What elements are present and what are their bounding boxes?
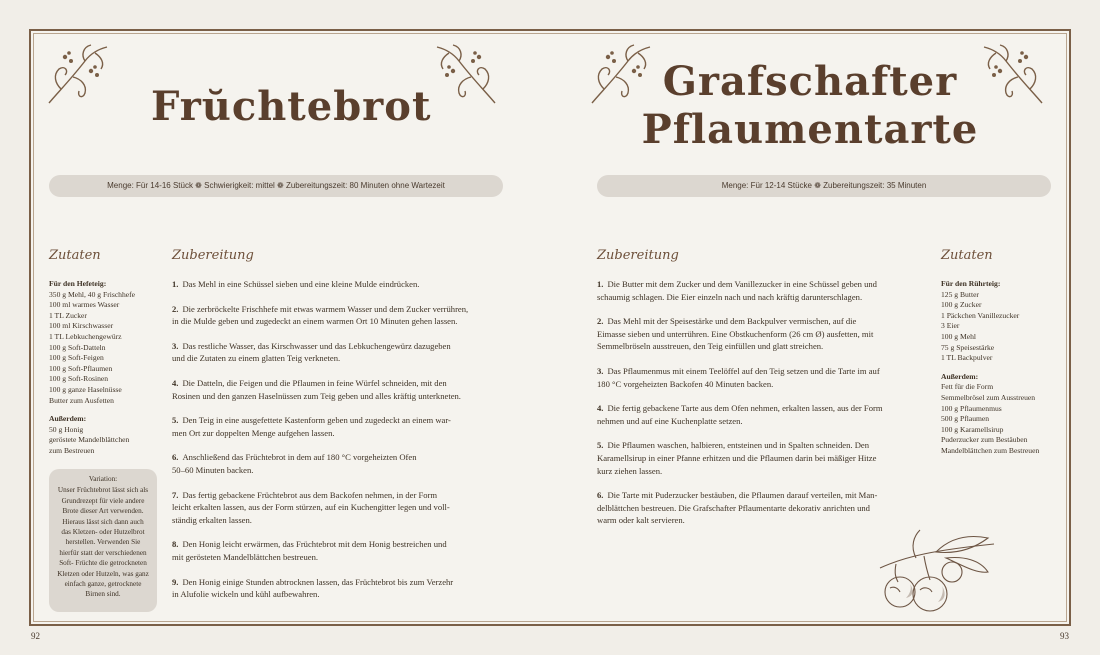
step-number: 7.	[172, 489, 179, 500]
step-line: 6. Die Tarte mit Puderzucker bestäuben, die Pflaumen darauf verteilen, mit Man-	[597, 490, 878, 501]
step-line: Karamellsirup in einer Pfanne erhitzen und die Pflaumen darin bei mäßiger Hitze	[597, 452, 877, 463]
step-number: 1.	[597, 279, 604, 289]
list-line: 3 Eier	[941, 321, 960, 331]
list-line: 1 TL Backpulver	[941, 353, 993, 363]
preparation-step	[172, 278, 507, 291]
preparation-step	[172, 576, 507, 601]
step-number: 2.	[597, 316, 604, 327]
step-number: 6.	[172, 452, 179, 463]
step-number: 2.	[172, 303, 179, 314]
list-line: 125 g Butter	[941, 289, 979, 299]
preparation-step	[172, 451, 507, 476]
step-line: ständig erkalten lassen.	[172, 514, 252, 525]
list-line: das Kletzen- oder Hutzelbrot	[61, 528, 145, 537]
step-line: in Alufolie wickeln und kühl aufbewahren.	[172, 589, 320, 600]
list-line: Hieraus lässt sich dann auch	[62, 517, 144, 526]
ingredient-group	[49, 425, 167, 457]
preparation-step	[597, 278, 932, 303]
preparation-step	[172, 489, 507, 527]
right-page	[550, 31, 1069, 641]
ingredient-group-title: Außerdem:	[49, 414, 87, 424]
step-number: 1.	[172, 279, 179, 289]
recipe-title	[640, 58, 980, 153]
list-line: 1 Päckchen Vanillezucker	[941, 310, 1020, 320]
step-line: delblättchen bestreuen. Die Grafschafter Pflaumentarte dekorativ anrichten und	[597, 502, 870, 513]
preparation-step	[597, 365, 932, 390]
list-line: 75 g Speisestärke	[941, 342, 995, 352]
step-line: nehmen und auf eine Kuchenplatte setzen.	[597, 415, 743, 426]
variation-title: Variation:	[88, 475, 118, 483]
left-page	[31, 31, 550, 641]
step-number: 4.	[597, 403, 604, 414]
step-line: 4. Die fertig gebackene Tarte aus dem Ofen nehmen, erkalten lassen, aus der Form	[597, 403, 883, 414]
step-line: 6. Anschließend das Früchtebrot in dem auf 180 °C vorgeheizten Ofen	[172, 452, 417, 463]
page-number: 93	[1060, 631, 1069, 641]
list-line: Brote dieser Art verwenden.	[62, 507, 144, 516]
step-line: und die Zutaten zu einem glatten Teig verkneten.	[172, 353, 341, 364]
list-line: Mandelblättchen zum Bestreuen	[941, 445, 1040, 455]
list-line: Birnen sind.	[85, 590, 121, 599]
step-line: leicht erkalten lassen, aus der Form stürzen, auf ein Kuchengitter legen und voll-	[172, 502, 450, 513]
list-line: 350 g Mehl, 40 g Frischhefe	[49, 289, 136, 299]
floral-ornament-icon	[978, 39, 1050, 111]
step-line: 1. Die Butter mit dem Zucker und dem Vanillezucker in eine Schüssel geben und	[597, 279, 877, 289]
step-line: 3. Das Pflaumenmus mit einem Teelöffel auf den Teig setzen und die Tarte im auf	[597, 365, 880, 376]
list-line: 100 ml Kirschwasser	[49, 321, 114, 331]
page-number: 92	[31, 631, 40, 641]
recipe-title-line2: Pflaumentarte	[641, 106, 979, 153]
step-line: 8. Den Honig leicht erwärmen, das Früchtebrot mit dem Honig bestreichen und	[172, 539, 447, 550]
step-number: 4.	[172, 377, 179, 388]
step-number: 9.	[172, 576, 179, 587]
list-line: 100 g ganze Haselnüsse	[49, 384, 122, 394]
ingredient-group	[941, 382, 1059, 456]
ingredient-group-title: Für den Rührteig:	[941, 279, 1001, 288]
preparation-step	[597, 489, 932, 527]
list-line: 100 g Karamellsirup	[941, 424, 1004, 434]
list-line: 100 g Soft-Feigen	[49, 353, 104, 363]
preparation-heading: Zubereitung	[172, 248, 254, 263]
step-line: 5. Die Pflaumen waschen, halbieren, entsteinen und in Spalten schneiden. Den	[597, 440, 870, 451]
ingredient-group	[941, 290, 1059, 364]
preparation-step	[172, 377, 507, 402]
step-line: mit gerösteten Mandelblättchen bestreuen.	[172, 551, 319, 562]
list-line: 100 g Soft-Rosinen	[49, 374, 109, 384]
ingredients-heading: Zutaten	[941, 248, 993, 263]
list-line: Butter zum Ausfetten	[49, 395, 114, 405]
step-line: kurz ziehen lassen.	[597, 465, 663, 476]
variation-text	[54, 485, 152, 599]
step-line: schaumig schlagen. Die Eier einzeln nach und nach kräftig darunterschlagen.	[597, 291, 863, 302]
list-line: Grundrezept für viele andere	[61, 496, 145, 505]
recipe-title: Frŭchtebrot	[151, 83, 432, 130]
list-line: hierfür statt der verschiedenen	[59, 548, 147, 557]
preparation-heading: Zubereitung	[597, 248, 679, 263]
step-number: 8.	[172, 539, 179, 550]
recipe-title-line1: Grafschafter	[662, 58, 958, 105]
step-line: 180 °C vorgeheizten Backofen 40 Minuten backen.	[597, 378, 774, 389]
list-line: Puderzucker zum Bestäuben	[941, 435, 1028, 445]
step-number: 3.	[597, 365, 604, 376]
step-line: 2. Die zerbröckelte Frischhefe mit etwas warmem Wasser und dem Zucker verrühren,	[172, 303, 469, 314]
step-line: 2. Das Mehl mit der Speisestärke und dem Backpulver vermischen, auf die	[597, 316, 857, 327]
list-line: Semmelbrösel zum Ausstreuen	[941, 392, 1036, 402]
preparation-step	[597, 439, 932, 477]
list-line: Unser Früchtebrot lässt sich als	[57, 486, 149, 495]
preparation-step	[172, 538, 507, 563]
step-line: in die Mulde geben und zugedeckt an einem warmen Ort 10 Minuten gehen lassen.	[172, 316, 458, 327]
list-line: zum Bestreuen	[49, 445, 95, 455]
list-line: 100 g Soft-Pflaumen	[49, 363, 113, 373]
list-line: 100 ml warmes Wasser	[49, 300, 120, 310]
step-line: 7. Das fertig gebackene Früchtebrot aus dem Backofen nehmen, in der Form	[172, 489, 438, 500]
list-line: 100 g Pflaumenmus	[941, 403, 1002, 413]
preparation-step	[172, 340, 507, 365]
list-line: Fett für die Form	[941, 382, 994, 392]
ingredients-heading: Zutaten	[49, 248, 101, 263]
recipe-info-bar: Menge: Für 14-16 Stück ❁ Schwierigkeit: mittel ❁ Zubereitungszeit: 80 Minuten ohne Wartezeit	[49, 175, 503, 197]
list-line: Soft- Früchte die getrockneten	[59, 559, 147, 568]
list-line: herstellen. Verwenden Sie	[65, 538, 141, 547]
step-line: 50–60 Minuten backen.	[172, 464, 254, 475]
step-line: Eimasse sieben und unterrühren. Eine Obstkuchenform (26 cm Ø) ausfetten, mit	[597, 328, 874, 339]
list-line: Kletzen oder Hutzeln, was ganz	[57, 569, 149, 578]
list-line: 100 g Zucker	[941, 300, 982, 310]
step-line: warm oder kalt servieren.	[597, 515, 685, 526]
ingredients-list	[941, 279, 1059, 457]
preparation-step	[172, 414, 507, 439]
list-line: geröstete Mandelblättchen	[49, 435, 130, 445]
list-line: 50 g Honig	[49, 424, 84, 434]
preparation-step	[597, 315, 932, 353]
step-line: Semmelbröseln ausstreuen, den Teig einfüllen und glatt streichen.	[597, 341, 824, 352]
list-line: 1 TL Zucker	[49, 310, 87, 320]
step-line: 1. Das Mehl in eine Schüssel sieben und eine kleine Mulde eindrücken.	[172, 279, 420, 289]
list-line: 100 g Mehl	[941, 331, 977, 341]
preparation-step	[172, 303, 507, 328]
preparation-step	[597, 402, 932, 427]
variation-box	[49, 469, 157, 612]
step-line: Rosinen und den ganzen Haselnüssen zum Teig geben und alles kräftig unterkneten.	[172, 390, 461, 401]
step-line: 9. Den Honig einige Stunden abtrocknen lassen, das Früchtebrot bis zum Verzehr	[172, 576, 454, 587]
step-number: 3.	[172, 340, 179, 351]
step-line: men Ort zur doppelten Menge aufgehen lassen.	[172, 427, 335, 438]
ingredient-group	[49, 290, 167, 407]
step-number: 6.	[597, 490, 604, 501]
preparation-steps	[172, 278, 507, 613]
ingredient-group-title: Außerdem:	[941, 371, 979, 381]
step-number: 5.	[172, 415, 179, 426]
step-line: 4. Die Datteln, die Feigen und die Pflaumen in feine Würfel schneiden, mit den	[172, 377, 447, 388]
list-line: einfach ganze, getrocknete	[64, 580, 142, 589]
list-line: 100 g Soft-Datteln	[49, 342, 106, 352]
ingredient-group-title: Für den Hefeteig:	[49, 279, 107, 288]
floral-ornament-icon	[41, 39, 113, 111]
plum-branch-illustration-icon	[876, 528, 1000, 614]
step-number: 5.	[597, 440, 604, 451]
step-line: 5. Den Teig in eine ausgefettete Kastenform geben und zugedeckt an einem war-	[172, 415, 451, 426]
list-line: 1 TL Lebkuchengewürz	[49, 331, 122, 341]
ingredients-list	[49, 279, 167, 457]
recipe-info-bar: Menge: Für 12-14 Stücke ❁ Zubereitungszeit: 35 Minuten	[597, 175, 1051, 197]
step-line: 3. Das restliche Wasser, das Kirschwasser und das Lebkuchengewürz dazugeben	[172, 340, 451, 351]
floral-ornament-icon	[431, 39, 503, 111]
preparation-steps	[597, 278, 932, 539]
list-line: 500 g Pflaumen	[941, 414, 990, 424]
